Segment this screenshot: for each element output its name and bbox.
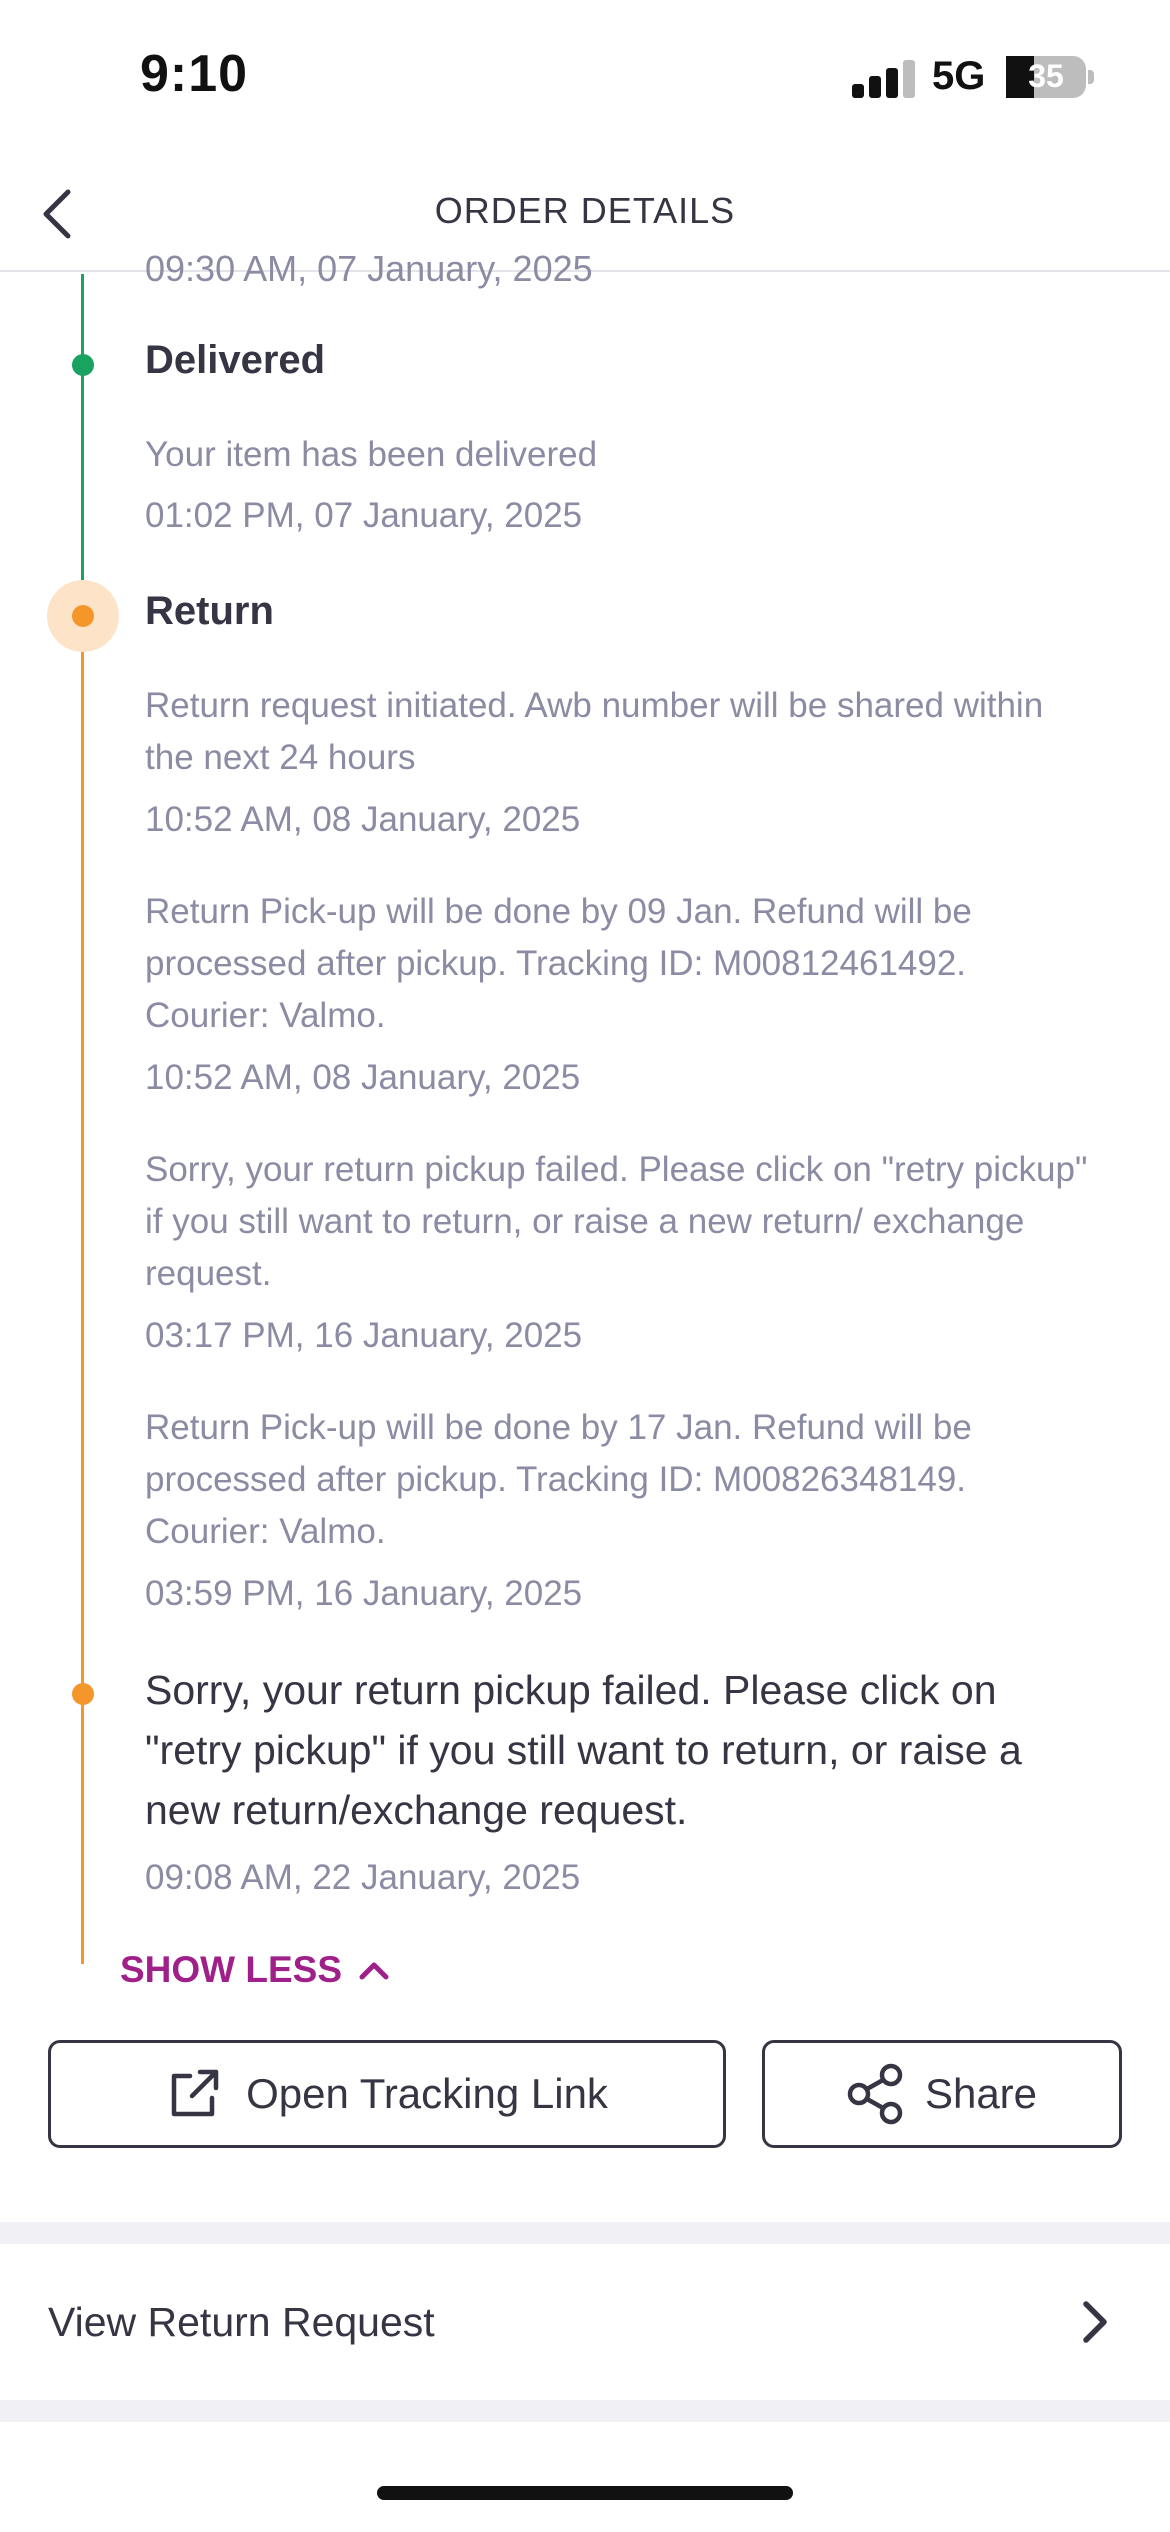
step-description: Your item has been delivered	[145, 435, 598, 474]
update-description: Return request initiated. Awb number will be shared within the next 24 hours	[145, 686, 1044, 777]
network-type: 5G	[932, 54, 986, 98]
status-time: 9:10	[140, 45, 249, 103]
section-divider	[0, 2222, 1170, 2244]
step-heading-delivered: Delivered	[145, 338, 326, 382]
section-divider	[0, 2400, 1170, 2422]
show-less-button[interactable]	[120, 1948, 390, 1992]
update-description: Sorry, your return pickup failed. Please click on "retry pickup" if you still want to return, or raise a new return/ exchange request.	[145, 1150, 1088, 1293]
timeline-dot-latest	[72, 1683, 94, 1705]
page-title: ORDER DETAILS	[434, 190, 736, 231]
view-return-request-row[interactable]	[0, 2244, 1170, 2400]
battery-icon	[1006, 56, 1086, 98]
tracking-timeline	[0, 248, 1170, 2104]
battery-tip	[1088, 70, 1094, 84]
step-heading-return: Return	[145, 589, 274, 633]
chevron-up-icon	[358, 1959, 390, 1981]
timeline-line-delivered	[81, 274, 84, 614]
share-icon	[847, 2063, 905, 2125]
timestamp: 03:17 PM, 16 January, 2025	[145, 1316, 583, 1355]
home-indicator[interactable]	[377, 2486, 793, 2500]
open-tracking-link-button[interactable]	[48, 2040, 726, 2148]
latest-status-description: Sorry, your return pickup failed. Please click on "retry pickup" if you still want to return, or raise a new return/exchange request.	[145, 1667, 1022, 1833]
chevron-right-icon	[1080, 2298, 1110, 2346]
open-tracking-link-label: Open Tracking Link	[246, 2070, 608, 2117]
timestamp: 03:59 PM, 16 January, 2025	[145, 1574, 583, 1613]
share-label: Share	[924, 2070, 1038, 2117]
signal-icon	[852, 58, 916, 98]
show-less-label: SHOW LESS	[120, 1949, 343, 1990]
timestamp: 10:52 AM, 08 January, 2025	[145, 1058, 581, 1097]
share-button[interactable]	[762, 2040, 1122, 2148]
update-description: Return Pick-up will be done by 17 Jan. Refund will be processed after pickup. Tracking ID: M00826348149. Courier: Valmo.	[145, 1408, 972, 1551]
timestamp: 01:02 PM, 07 January, 2025	[145, 496, 583, 535]
view-return-request-label: View Return Request	[48, 2298, 435, 2345]
battery-level: 35	[1028, 58, 1064, 94]
timeline-dot-delivered	[72, 354, 94, 376]
update-description: Return Pick-up will be done by 09 Jan. Refund will be processed after pickup. Tracking ID: M00812461492. Courier: Valmo.	[145, 892, 972, 1035]
timestamp: 09:30 AM, 07 January, 2025	[145, 248, 593, 289]
timestamp: 10:52 AM, 08 January, 2025	[145, 800, 581, 839]
timeline-line-return	[81, 614, 84, 1964]
timestamp: 09:08 AM, 22 January, 2025	[145, 1858, 581, 1897]
external-link-icon	[166, 2066, 222, 2122]
timeline-dot-return	[72, 605, 94, 627]
